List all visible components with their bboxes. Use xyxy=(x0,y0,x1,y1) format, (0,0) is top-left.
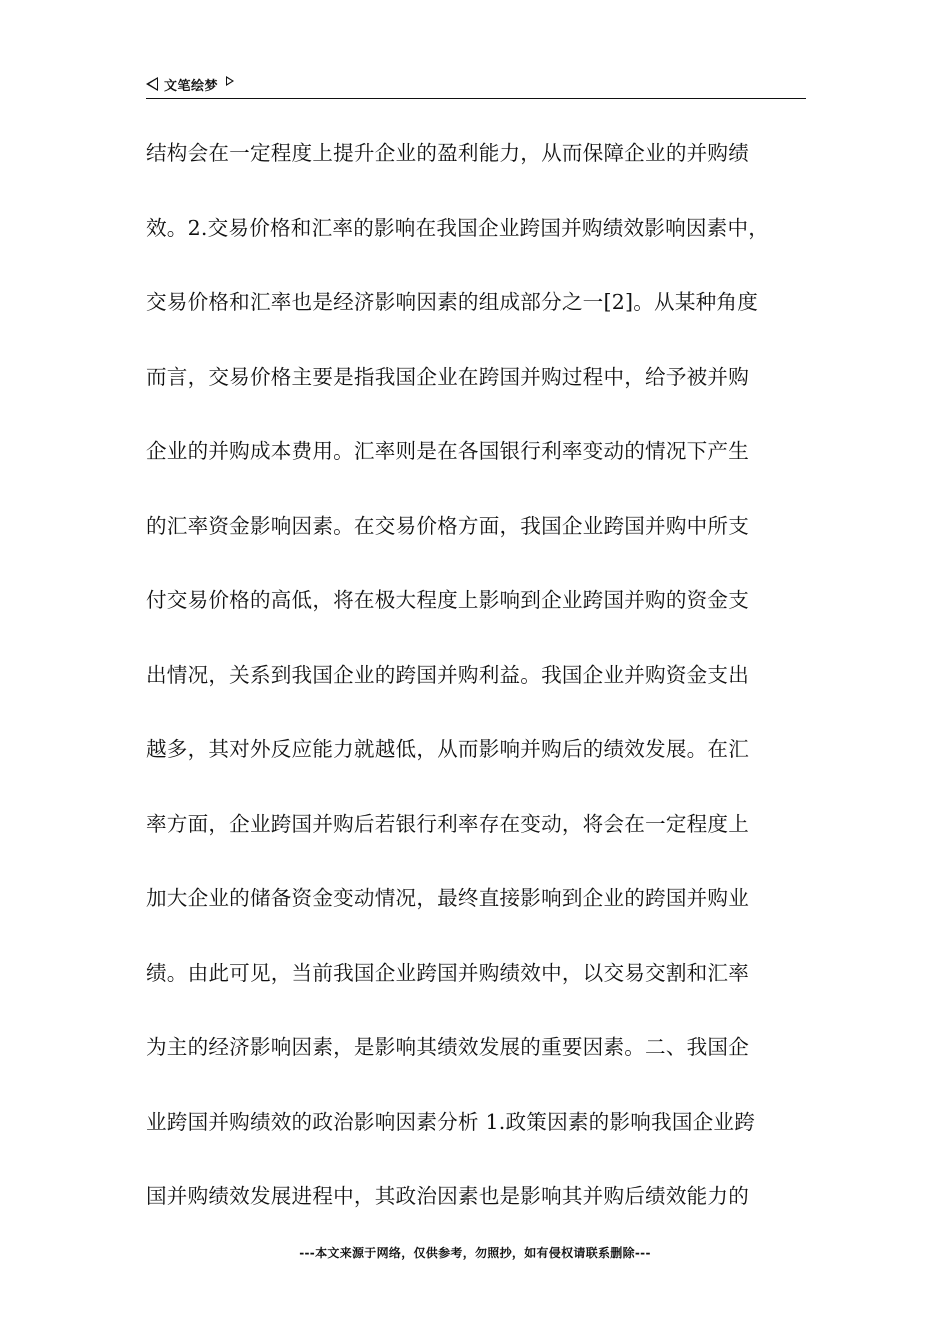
text-line: 付交易价格的高低，将在极大程度上影响到企业跨国并购的资金支 xyxy=(146,588,750,612)
page-footer: ---本文来源于网络，仅供参考，勿照抄，如有侵权请联系删除--- xyxy=(299,1246,651,1260)
triangle-right-icon xyxy=(226,76,234,86)
text-line: 业跨国并购绩效的政治影响因素分析 1.政策因素的影响我国企业跨 xyxy=(146,1109,756,1134)
text-line: 绩。由此可见，当前我国企业跨国并购绩效中，以交易交割和汇率 xyxy=(146,960,750,985)
text-line: 企业的并购成本费用。汇率则是在各国银行利率变动的情况下产生 xyxy=(146,439,750,463)
text-line: 出情况，关系到我国企业的跨国并购利益。我国企业并购资金支出 xyxy=(146,662,750,687)
document-body xyxy=(146,130,814,1248)
triangle-left-icon xyxy=(146,77,158,91)
header-brand xyxy=(146,72,234,96)
text-line: 国并购绩效发展进程中，其政治因素也是影响其并购后绩效能力的 xyxy=(146,1184,750,1208)
header-divider xyxy=(146,98,806,99)
text-line: 结构会在一定程度上提升企业的盈利能力，从而保障企业的并购绩 xyxy=(146,141,750,165)
text-line: 交易价格和汇率也是经济影响因素的组成部分之一[2]。从某种角度 xyxy=(146,290,758,314)
page-header xyxy=(146,72,806,98)
text-line: 而言，交易价格主要是指我国企业在跨国并购过程中，给予被并购 xyxy=(146,364,750,389)
header-title: 文笔绘梦 xyxy=(164,78,219,94)
text-line: 的汇率资金影响因素。在交易价格方面，我国企业跨国并购中所支 xyxy=(146,513,750,538)
text-line: 加大企业的储备资金变动情况，最终直接影响到企业的跨国并购业 xyxy=(146,886,750,910)
text-line: 越多，其对外反应能力就越低，从而影响并购后的绩效发展。在汇 xyxy=(146,737,750,761)
text-line: 率方面，企业跨国并购后若银行利率存在变动，将会在一定程度上 xyxy=(146,811,750,836)
text-line: 为主的经济影响因素，是影响其绩效发展的重要因素。二、我国企 xyxy=(146,1035,750,1059)
text-line: 效。2.交易价格和汇率的影响在我国企业跨国并购绩效影响因素中， xyxy=(146,215,770,240)
